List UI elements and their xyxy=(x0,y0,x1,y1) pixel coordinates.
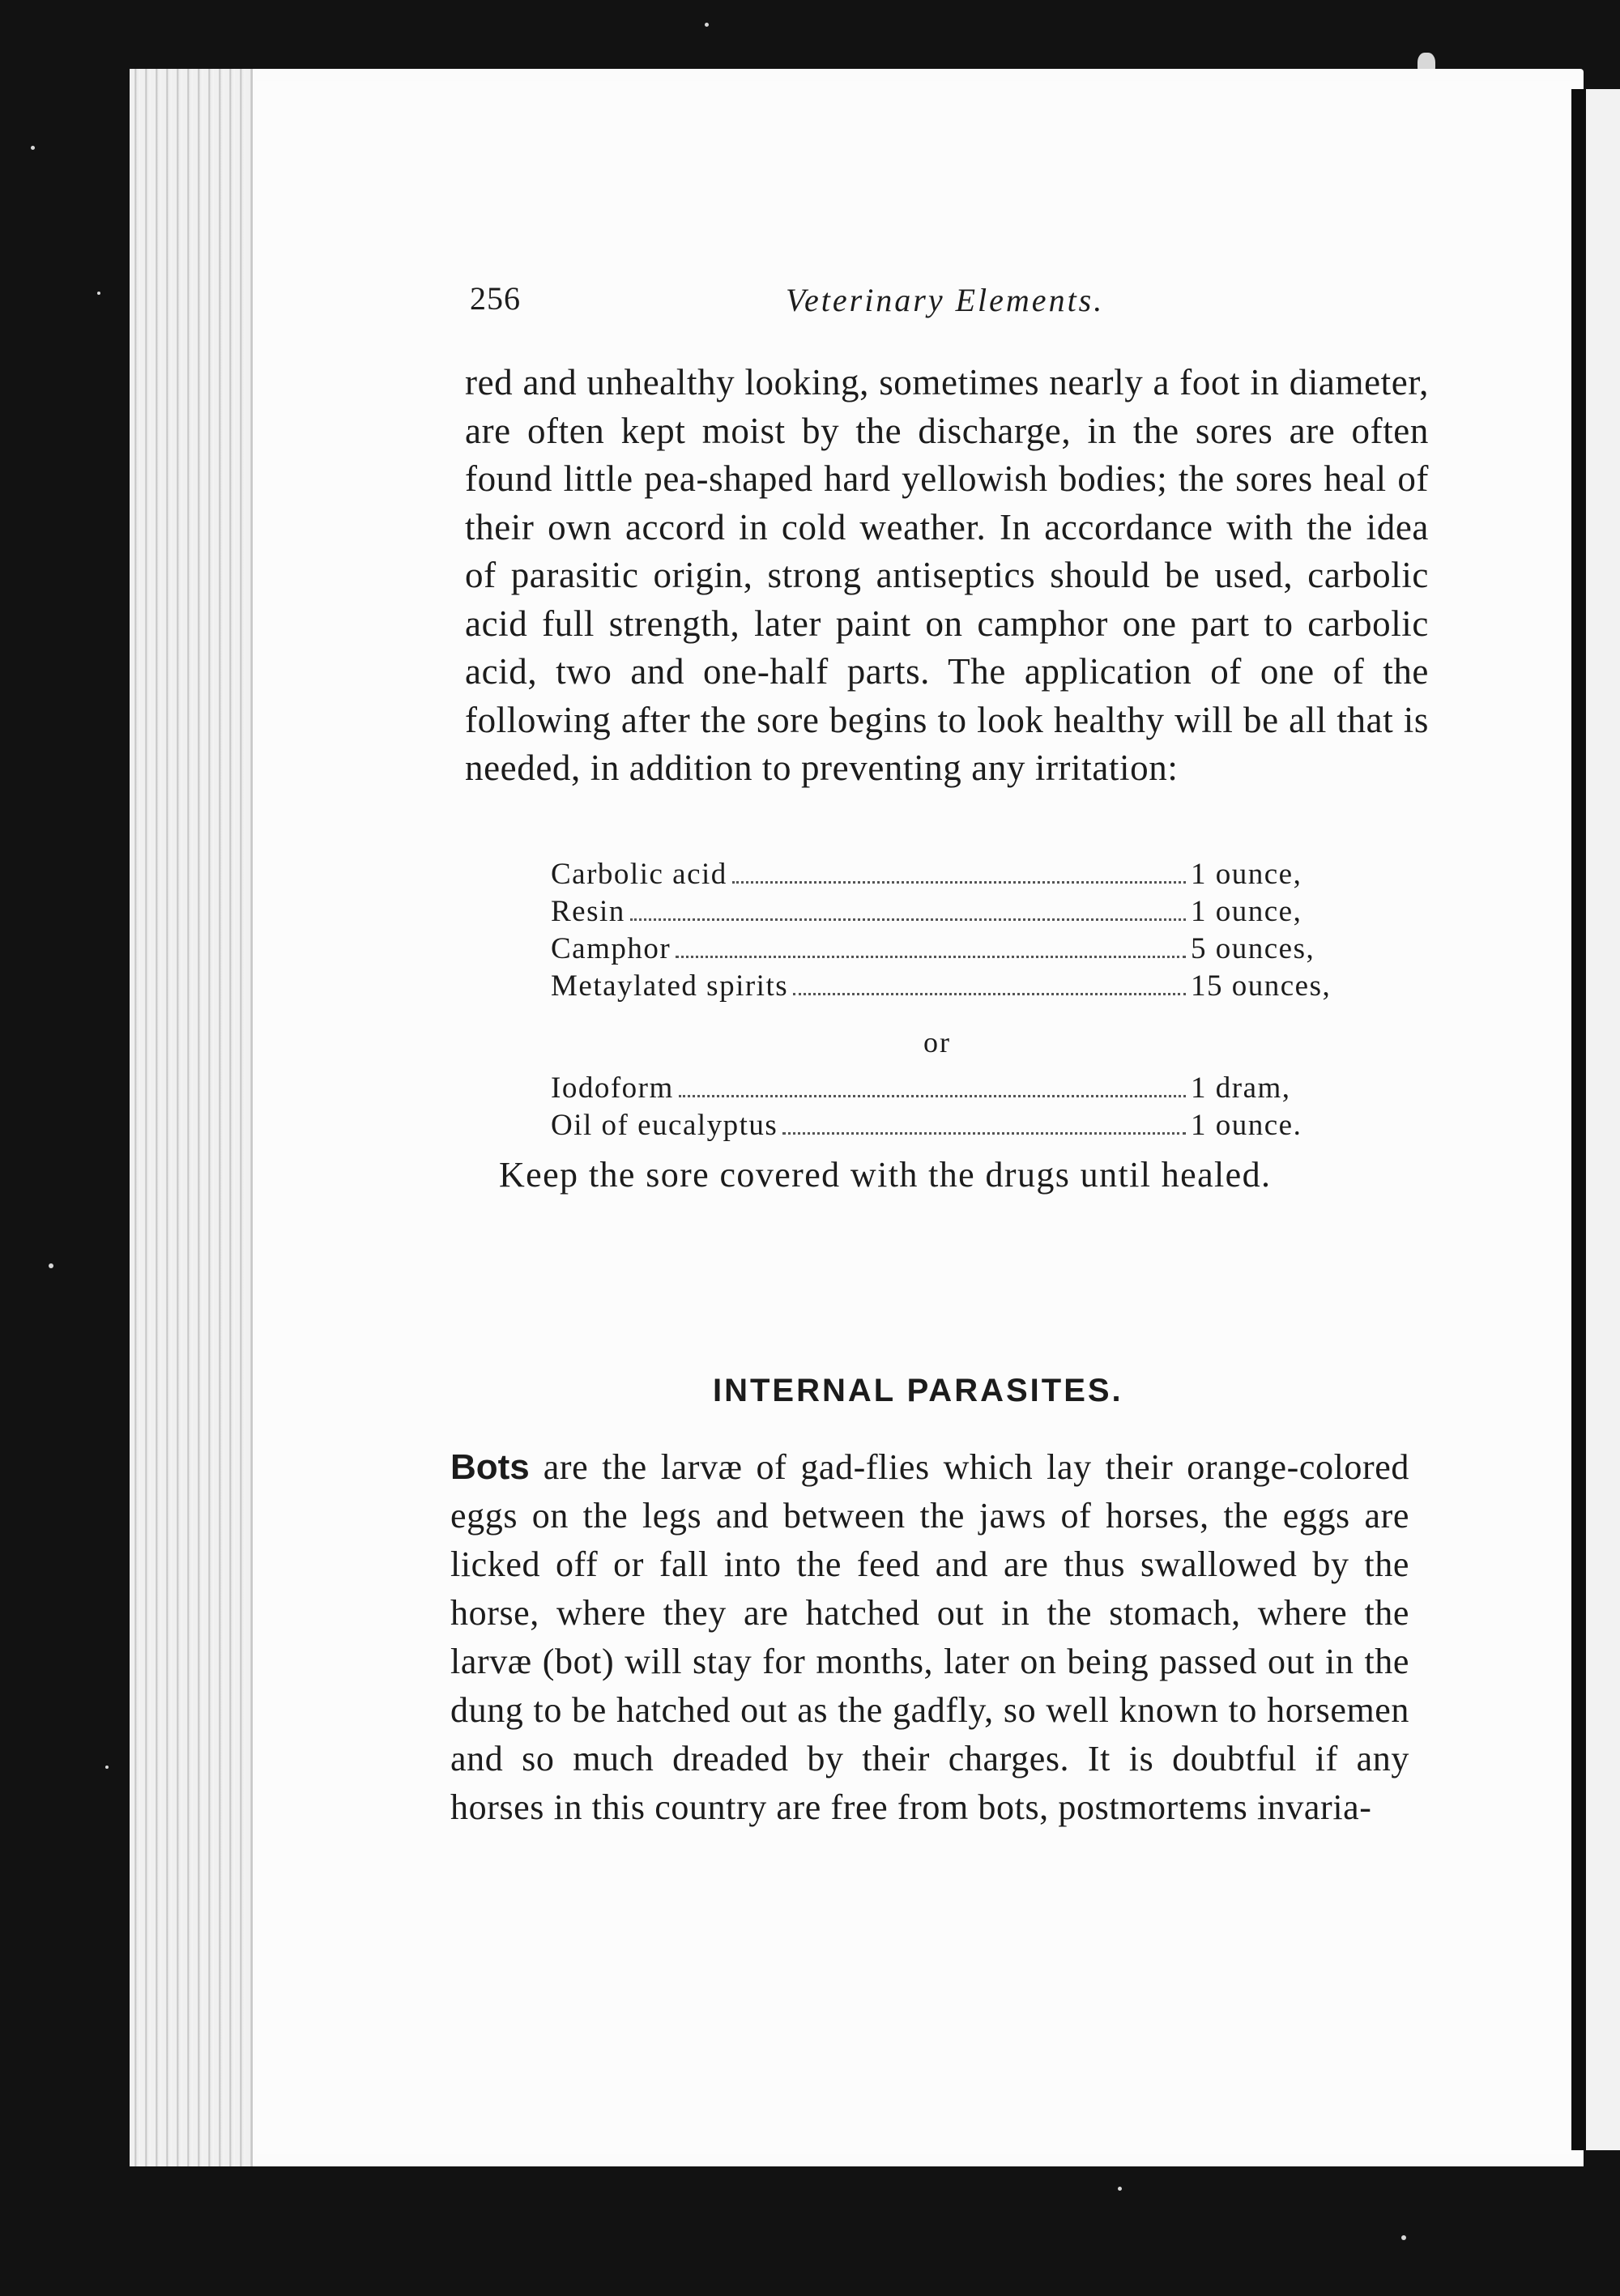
recipe-row xyxy=(551,969,1336,1006)
section-heading: INTERNAL PARASITES. xyxy=(713,1373,1123,1408)
scan-speck xyxy=(705,23,709,27)
ingredient-name: Resin xyxy=(551,895,625,928)
facing-page-edge xyxy=(1586,89,1620,2150)
scan-speck xyxy=(31,146,35,150)
body-paragraph-1: red and unhealthy looking, sometimes nearly a foot in diameter, are often kept moist by the discharge, in the sores are often found little pea-shaped hard yellowish bodies; the sores heal of their own accord in cold weather. In accordance with the idea of parasitic origin, strong antiseptics should be used, carbolic acid full strength, later paint on camphor one part to carbolic acid, two and one-half parts. The application of one of the following after the sore begins to look healthy will be all that is needed, in addition to preventing any irritation: xyxy=(465,362,1429,788)
paragraph-lead-term: Bots xyxy=(450,1447,530,1487)
recipe-list-b xyxy=(551,1071,1336,1145)
recipe-row xyxy=(551,894,1336,931)
or-separator: or xyxy=(923,1026,951,1059)
ingredient-quantity: 15 ounces, xyxy=(1191,969,1332,1003)
running-title: Veterinary Elements. xyxy=(786,282,1105,318)
recipe-row xyxy=(551,857,1336,894)
recipe-row xyxy=(551,1108,1336,1145)
stacked-page-edges xyxy=(130,69,253,2166)
body-paragraph-2 xyxy=(450,1443,1409,1832)
scan-speck xyxy=(105,1766,109,1769)
ingredient-name: Metaylated spirits xyxy=(551,969,789,1003)
ingredient-name: Carbolic acid xyxy=(551,858,727,891)
leader-dots xyxy=(676,955,1186,958)
leader-dots xyxy=(630,918,1186,921)
scan-speck xyxy=(97,292,100,295)
scan-speck xyxy=(1118,2187,1122,2191)
ingredient-name: Oil of eucalyptus xyxy=(551,1109,778,1142)
page-number: 256 xyxy=(470,280,521,317)
paragraph-text: are the larvæ of gad-flies which lay their orange-colored eggs on the legs and between the jaws of horses, the eggs are licked off or fall into the feed and are thus swallowed by the horse, where they are hatched out in the stomach, where the larvæ (bot) will stay for months, later on being passed out in the dung to be hatched out as the gadfly, so well known to horsemen and so much dreaded by their charges. It is doubtful if any horses in this country are free from bots, postmortems invaria- xyxy=(450,1447,1409,1827)
running-head xyxy=(470,279,1426,328)
ingredient-quantity: 1 dram, xyxy=(1191,1071,1291,1105)
ingredient-name: Iodoform xyxy=(551,1071,674,1105)
leader-dots xyxy=(732,880,1186,884)
recipe-row xyxy=(551,1071,1336,1108)
leader-dots xyxy=(679,1094,1186,1097)
facing-page-shadow xyxy=(1571,89,1586,2150)
leader-dots xyxy=(782,1131,1186,1135)
ingredient-quantity: 1 ounce. xyxy=(1191,1109,1302,1142)
ingredient-name: Camphor xyxy=(551,932,671,965)
scan-speck xyxy=(1401,2235,1406,2240)
recipe-list-a xyxy=(551,857,1336,1006)
recipe-row xyxy=(551,931,1336,969)
ingredient-quantity: 1 ounce, xyxy=(1191,895,1302,928)
closing-line: Keep the sore covered with the drugs until healed. xyxy=(499,1155,1272,1195)
ingredient-quantity: 1 ounce, xyxy=(1191,858,1302,891)
ingredient-quantity: 5 ounces, xyxy=(1191,932,1315,965)
leader-dots xyxy=(793,992,1186,995)
scan-speck xyxy=(49,1263,53,1268)
